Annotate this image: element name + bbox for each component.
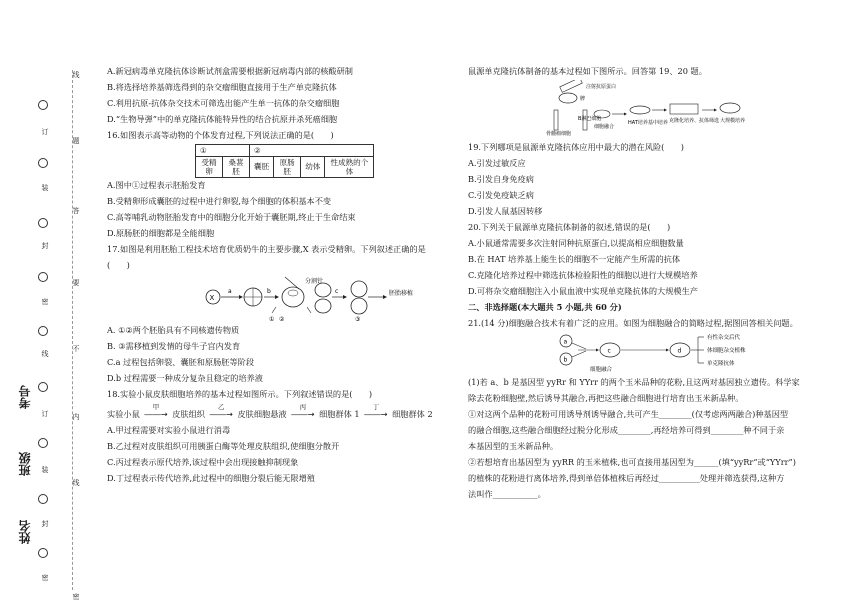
fig-c: c — [335, 288, 339, 295]
q17-option-d: D.b 过程需要一种成分复杂且稳定的培养液 — [107, 373, 263, 383]
antibody-process-figure — [468, 80, 828, 140]
q16-stem: 16.如图表示高等动物的个体发育过程,下列说法正确的是( ) — [107, 130, 334, 140]
antibody-process-diagram — [468, 80, 828, 140]
fig-label: 脾 — [580, 95, 586, 102]
q19-stem: 19.下列哪项是鼠源单克隆抗体应用中最大的潜在风险( ) — [468, 141, 684, 152]
table-head-1: ① — [196, 144, 250, 156]
q20-option-d: D.可将杂交瘤细胞注入小鼠血液中实现单克隆抗体的大规模生产 — [468, 285, 698, 296]
q21-text: 法叫作___________。 — [468, 489, 546, 499]
fig-label: 细胞融合 — [594, 123, 615, 130]
seal-char: 内 — [72, 413, 80, 421]
q21-stem: 21.(14 分)细胞融合技术有着广泛的应用。如图为细胞融合的简略过程,据图回答相关问题。 — [468, 317, 798, 328]
binding-hole — [38, 382, 48, 392]
flow-node: 实验小鼠 — [107, 408, 140, 419]
cell-fusion-diagram — [468, 331, 828, 375]
name-label: 姓名 — [18, 520, 32, 544]
flow-arrow: 乙 ――→ — [209, 402, 233, 419]
q21-text: 的植株的花粉进行离体培养,得到单倍体植株后再经过__________处理并筛选获得,这种方 — [468, 473, 785, 483]
section-heading: 二、非选择题(本大题共 5 小题,共 60 分) — [468, 301, 622, 312]
flow-node: 细胞群体 2 — [392, 408, 433, 419]
fig-a: a — [228, 288, 232, 295]
q18-option-d: D.丁过程表示传代培养,此过程中的细胞分裂后能无限增殖 — [107, 472, 315, 483]
fig-b: b — [267, 288, 271, 295]
fig-d: d — [677, 347, 682, 355]
exam-number-label: 考号 — [18, 385, 32, 409]
q20-stem: 20.下列关于鼠源单克隆抗体制备的叙述,错误的是( ) — [468, 221, 671, 232]
q15-option-c: C.利用抗原-抗体杂交技术可筛选出能产生单一抗体的杂交瘤细胞 — [107, 98, 340, 108]
binding-hole — [38, 548, 48, 558]
table-cell: 受精卵 — [196, 156, 223, 177]
seal-char: 订 — [41, 410, 49, 418]
cut-line — [72, 70, 73, 590]
class-label: 班级 — [18, 452, 32, 476]
seal-char: 线 — [72, 479, 80, 487]
fig-a: a — [563, 338, 568, 346]
table-cell: 囊胚 — [250, 156, 274, 177]
q19-option-c: C.引发免疫缺乏病 — [468, 189, 534, 200]
seal-char: 订 — [41, 128, 49, 136]
q18-option-c: C.丙过程表示原代培养,该过程中会出现接触抑制现象 — [107, 456, 299, 467]
binding-hole — [38, 438, 48, 448]
q19-20-intro: 鼠源单克隆抗体制备的基本过程如下图所示。回答第 19、20 题。 — [468, 66, 707, 76]
table-cell: 幼体 — [301, 156, 325, 177]
fig-c: c — [607, 347, 611, 355]
fig-out3: 单克隆抗体 — [707, 361, 735, 367]
q16-development-table — [195, 144, 374, 178]
seal-char: 密 — [41, 574, 49, 582]
q17-stem-bracket: ( ) — [107, 259, 130, 270]
q20-option-a: A.小鼠通常需要多次注射同种抗原蛋白,以提高相应细胞数量 — [468, 237, 684, 248]
q17-figure — [107, 273, 457, 323]
seal-char: 密 — [72, 593, 80, 601]
fig-label: 大规模培养 — [720, 117, 746, 124]
binding-hole — [38, 218, 48, 228]
q19-option-a: A.引发过敏反应 — [468, 157, 526, 168]
q21-text: 的融合细胞,这些融合细胞经过脱分化形成________,再经培养可得到________种不同于亲 — [468, 425, 785, 435]
q21-text: 除去花粉细胞壁,然后诱导其融合,再把这些融合细胞进行培育出玉米新品种。 — [468, 393, 744, 403]
q21-text: (1)若 a、b 是基因型 yyRr 和 YYrr 的两个玉米品种的花粉,且这两对基因独立遗传。科学家 — [468, 377, 800, 387]
fig-out1: 有性杂交后代 — [707, 335, 741, 341]
q17-option-a: A. ①②两个胚胎具有不同核遗传物质 — [107, 325, 240, 335]
seal-char: 线 — [41, 350, 49, 358]
binding-margin — [0, 0, 100, 608]
q18-option-a: A.甲过程需要对实验小鼠进行消毒 — [107, 424, 231, 435]
q18-flow — [107, 402, 457, 421]
seal-char: 不 — [72, 345, 80, 353]
q16-option-c: C.高等哺乳动物胚胎发育中的细胞分化开始于囊胚期,终止于生命结束 — [107, 211, 356, 222]
fig-fuse: 细胞融合 — [590, 367, 613, 373]
embryo-diagram — [107, 273, 457, 323]
fig-label: HAT培养基中培养 — [628, 119, 668, 126]
flow-arrow: 甲 ――→ — [144, 402, 168, 419]
q16-option-b: B.受精卵形成囊胚的过程中进行卵裂,每个细胞的体积基本不变 — [107, 195, 332, 206]
fig-n1: ① — [269, 316, 275, 323]
flow-arrow: 丁 ――→ — [364, 402, 388, 419]
binding-hole — [38, 494, 48, 504]
q17-stem: 17.如图是利用胚胎工程技术培育优质奶牛的主要步骤,X 表示受精卵。下列叙述正确的是 — [107, 243, 426, 254]
flow-node: 皮肤组织 — [172, 408, 205, 419]
table-cell: 原肠胚 — [274, 156, 301, 177]
table-head-2: ② — [250, 144, 374, 156]
flow-arrow: 丙 ――→ — [291, 402, 315, 419]
q18-stem: 18.实验小鼠皮肤细胞培养的基本过程如图所示。下列叙述错误的是( ) — [107, 389, 373, 399]
q16-option-d: D.原肠胚的细胞都是全能细胞 — [107, 227, 215, 238]
seal-char: 装 — [41, 466, 49, 474]
fig-label: 注射抗原蛋白 — [586, 83, 617, 90]
fig-dest: 胚胎移植 — [389, 290, 414, 297]
binding-hole — [38, 100, 48, 110]
seal-char: 封 — [41, 242, 49, 250]
seal-char: 密 — [41, 298, 49, 306]
left-column — [107, 66, 457, 484]
q20-option-c: C.克隆化培养过程中筛选抗体检验阳性的细胞以进行大规模培养 — [468, 269, 698, 280]
table-cell: 性成熟的个体 — [325, 156, 374, 177]
fig-label: 克隆化培养、抗体筛选 — [669, 117, 720, 124]
q18-option-b: B.乙过程对皮肤组织可用胰蛋白酶等处理皮肤组织,使细胞分散开 — [107, 440, 340, 451]
fig-n2: ② — [279, 316, 285, 323]
table-cell: 桑葚胚 — [223, 156, 250, 177]
seal-char: 要 — [72, 279, 80, 287]
binding-hole — [38, 326, 48, 336]
q15-option-d: D.“生物导弹”中的单克隆抗体能特异性的结合抗原并杀死癌细胞 — [107, 114, 338, 124]
q15-option-a: A.新冠病毒单克隆抗体诊断试剂盒需要根据新冠病毒内部的核酸研制 — [107, 66, 353, 76]
q21-text: ②若想培育出基因型为 yyRR 的玉米植株,也可直接用基因型为______(填“yyRr”或“YYrr”) — [468, 457, 796, 467]
fig-split-label: 分割针 — [305, 278, 324, 285]
fig-n3: ③ — [355, 316, 361, 323]
q16-option-a: A.图中①过程表示胚胎发育 — [107, 179, 206, 190]
q20-option-b: B.在 HAT 培养基上能生长的细胞不一定能产生所需的抗体 — [468, 253, 681, 264]
fig-b: b — [563, 356, 568, 364]
q19-option-d: D.引发人鼠基因转移 — [468, 205, 543, 216]
fig-x: X — [209, 294, 215, 302]
fig-label: 骨髓瘤细胞 — [546, 130, 572, 137]
seal-char: 装 — [41, 184, 49, 192]
seal-char: 答 — [72, 207, 80, 215]
seal-char: 题 — [72, 137, 80, 145]
q21-text: ①对这两个品种的花粉可用诱导剂诱导融合,共可产生________(仅考虑两两融合)种基因型 — [468, 409, 789, 419]
q15-option-b: B.将选择培养基筛选得到的杂交瘤细胞直接用于生产单克隆抗体 — [107, 82, 337, 92]
fig-out2: 体细胞杂交植株 — [707, 348, 746, 354]
seal-char: 封 — [41, 520, 49, 528]
flow-node: 细胞群体 1 — [319, 408, 360, 419]
q17-option-b: B. ③需移植到发情的母牛子宫内发育 — [107, 341, 241, 351]
q19-option-b: B.引发自身免疫病 — [468, 173, 534, 184]
binding-hole — [38, 158, 48, 168]
q21-figure — [468, 331, 828, 375]
q21-text: 本基因型的玉米新品种。 — [468, 441, 559, 451]
q17-option-c: C.a 过程包括卵裂、囊胚和原肠胚等阶段 — [107, 357, 255, 367]
seal-char: 线 — [72, 71, 80, 79]
fig-label: B淋巴细胞 — [578, 115, 602, 122]
right-column — [468, 66, 828, 501]
flow-node: 皮肤细胞悬液 — [237, 408, 287, 419]
binding-hole — [38, 272, 48, 282]
